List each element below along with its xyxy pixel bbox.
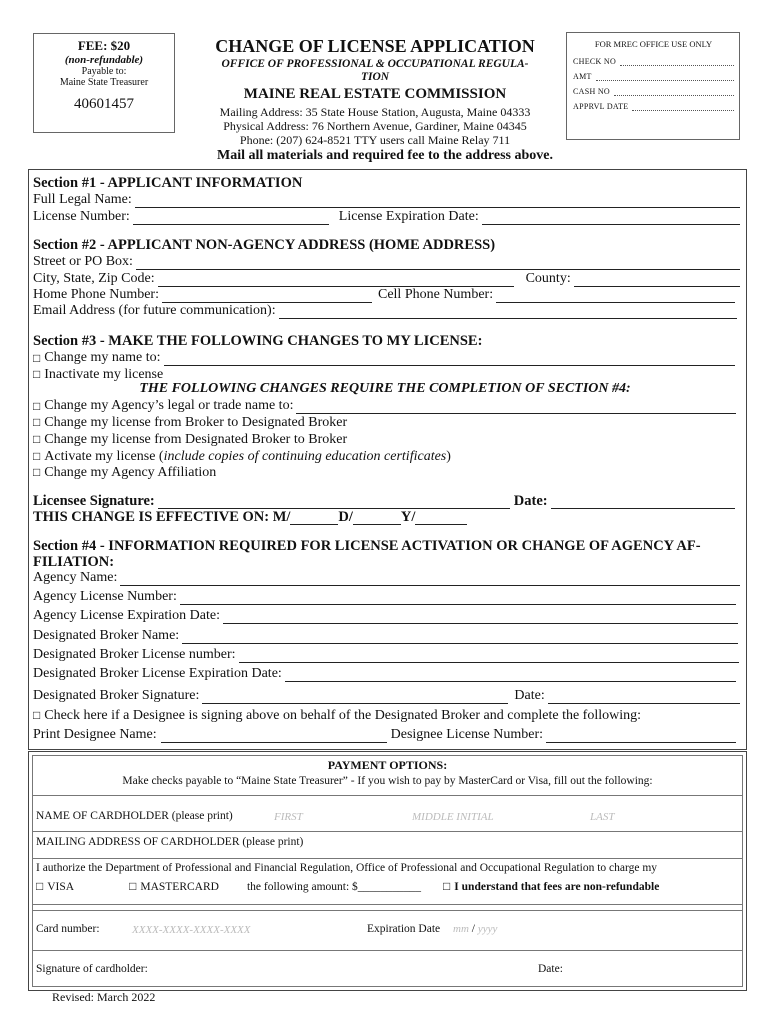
change-affiliation-label: Change my Agency Affiliation [44,465,217,480]
designee-row [33,727,736,743]
section4-heading-line2: FILIATION: [33,554,115,570]
change-agency-name-row [33,398,736,414]
non-refundable: (non-refundable) [64,54,144,66]
license-expiration-field[interactable] [482,212,740,225]
fee-code: 40601457 [74,96,134,112]
office-check-no[interactable] [573,57,734,66]
db-license-number-label: Designated Broker License number: [33,647,236,662]
agency-license-exp-field[interactable] [33,608,738,624]
revised-date: Revised: March 2022 [52,990,156,1004]
cell-phone-label: Cell Phone Number: [377,287,494,302]
payment-inner [32,755,743,987]
payment-title: PAYMENT OPTIONS: [327,758,448,772]
cardholder-name-label: NAME OF CARDHOLDER (please print) [36,810,233,822]
office-name-line1: OFFICE OF PROFESSIONAL & OCCUPATIONAL REGULA- [221,58,529,70]
db-signature-label: Designated Broker Signature: [33,688,200,703]
cardholder-name-row[interactable] [33,795,742,831]
effective-year-label: Y/ [400,509,416,525]
nonrefundable-checkbox[interactable]: □ [443,879,451,893]
change-agency-name-label: Change my Agency’s legal or trade name to: [44,398,294,413]
office-apprvl-date[interactable] [573,102,734,111]
mastercard-checkbox[interactable]: □ [129,879,137,893]
licensee-signature-field[interactable] [158,496,510,509]
cardholder-signature-label: Signature of cardholder: [36,963,148,975]
print-designee-field[interactable] [161,730,387,743]
activate-row [33,448,451,465]
db-to-broker-label: Change my license from Designated Broker to Broker [44,432,348,447]
db-date-label: Date: [514,688,545,703]
activate-label-close: ) [446,449,451,464]
authorization-row [33,858,742,904]
section4-required-note: THE FOLLOWING CHANGES REQUIRE THE COMPLETION OF SECTION #4: [139,381,631,396]
card-number-hint: XXXX-XXXX-XXXX-XXXX [132,924,251,936]
designee-check-row [33,707,641,724]
agency-name-field[interactable] [33,570,740,586]
city-label: City, State, Zip Code: [33,271,155,286]
amount-field[interactable]: ___________ [357,881,422,893]
broker-to-db-label: Change my license from Broker to Designated Broker [44,415,348,430]
office-use-title: FOR MREC OFFICE USE ONLY [594,39,713,49]
license-number-row [33,209,740,225]
print-designee-label: Print Designee Name: [33,727,157,742]
change-name-label: Change my name to: [44,350,161,365]
office-amt[interactable] [573,72,734,81]
effective-date-row [33,509,467,525]
nonrefundable-label: I understand that fees are non-refundable [454,881,660,893]
change-affiliation-checkbox[interactable]: □ [33,465,41,479]
effective-label: THIS CHANGE IS EFFECTIVE ON: M/ [33,509,291,525]
physical-address: Physical Address: 76 Northern Avenue, Gardiner, Maine 04345 [223,119,527,133]
office-name-line2: TION [360,71,390,83]
activate-checkbox[interactable]: □ [33,449,41,463]
full-legal-name-field[interactable] [33,192,740,208]
amount-label: the following amount: $ [246,881,358,893]
db-to-broker-checkbox[interactable]: □ [33,432,41,446]
fee-amount: FEE: $20 [77,38,131,53]
change-name-checkbox[interactable]: □ [33,351,41,365]
mastercard-label: MASTERCARD [140,881,219,893]
office-amt-label: AMT [573,72,592,81]
card-number-label: Card number: [36,923,100,935]
agency-license-exp-label: Agency License Expiration Date: [33,608,220,623]
county-label: County: [525,271,571,286]
first-name-hint: FIRST [274,811,303,823]
effective-day-label: D/ [338,509,353,525]
office-apprvl-date-label: APPRVL DATE [573,102,629,111]
db-signature-field[interactable] [202,691,508,704]
section4-heading [33,538,701,570]
inactivate-checkbox[interactable]: □ [33,367,41,381]
effective-day-field[interactable] [353,512,401,525]
mail-note: Mail all materials and required fee to the address above. [217,148,553,163]
activate-note: include copies of continuing education certificates [163,449,447,464]
change-name-field[interactable] [164,353,735,366]
change-affiliation-row [33,464,216,481]
effective-month-field[interactable] [290,512,338,525]
fee-box [33,33,175,133]
office-cash-no[interactable] [573,87,734,96]
designee-license-label: Designee License Number: [390,727,544,742]
header-block [180,36,570,147]
db-to-broker-row [33,431,347,448]
license-number-label: License Number: [33,209,130,224]
db-license-number-field[interactable] [33,647,739,663]
broker-to-db-checkbox[interactable]: □ [33,415,41,429]
db-license-exp-field[interactable] [33,666,736,682]
section3-heading: Section #3 - MAKE THE FOLLOWING CHANGES TO MY LICENSE: [33,333,483,349]
agency-license-number-label: Agency License Number: [33,589,177,604]
db-signature-row [33,688,740,704]
card-number-row[interactable] [33,910,742,950]
cardholder-date-label: Date: [538,963,563,975]
office-use-box [566,32,740,140]
licensee-signature-label: Licensee Signature: [33,493,155,509]
section4-heading-line1: Section #4 - INFORMATION REQUIRED FOR LICENSE ACTIVATION OR CHANGE OF AGENCY AF- [33,538,701,554]
city-field[interactable] [158,274,514,287]
payee: Maine State Treasurer [59,77,149,88]
effective-year-field[interactable] [415,512,467,525]
home-phone-field[interactable] [162,290,372,303]
cardholder-signature-row[interactable] [33,950,742,987]
mailing-address: Mailing Address: 35 State House Station, Augusta, Maine 04333 [219,105,531,119]
payment-box [28,751,747,991]
change-agency-name-checkbox[interactable]: □ [33,399,41,413]
street-label: Street or PO Box: [33,254,133,269]
db-name-label: Designated Broker Name: [33,628,180,643]
activate-label: Activate my license ( [44,449,164,464]
db-license-exp-label: Designated Broker License Expiration Date: [33,666,282,681]
cardholder-address-label: MAILING ADDRESS OF CARDHOLDER (please print) [36,836,304,848]
email-field[interactable] [33,303,737,319]
last-name-hint: LAST [590,811,615,823]
section1-heading: Section #1 - APPLICANT INFORMATION [33,175,303,191]
agency-name-label: Agency Name: [33,570,118,585]
agency-license-number-field[interactable] [33,589,736,605]
street-field[interactable] [33,254,740,270]
licensee-date-field[interactable] [551,496,735,509]
broker-to-db-row [33,414,347,431]
visa-checkbox[interactable]: □ [36,879,44,893]
home-phone-label: Home Phone Number: [33,287,159,302]
designee-check-label: Check here if a Designee is signing above on behalf of the Designated Broker and complete the following: [44,708,642,723]
visa-label: VISA [47,881,75,893]
phone-row [33,287,735,303]
designee-license-field[interactable] [546,730,736,743]
full-legal-name-label: Full Legal Name: [33,192,132,207]
office-check-no-label: CHECK NO [573,57,617,66]
middle-initial-hint: MIDDLE INITIAL [412,811,494,823]
license-number-field[interactable] [133,212,329,225]
expiration-label: Expiration Date [367,923,441,935]
exp-slash: / [471,923,475,935]
city-row [33,271,740,287]
db-date-field[interactable] [548,691,740,704]
licensee-signature-row [33,493,735,509]
change-agency-name-field[interactable] [296,401,736,414]
payment-instructions: Make checks payable to “Maine State Treasurer” - If you wish to pay by MasterCard or Visa, fill out the following: [122,775,653,787]
office-name [180,58,570,84]
expiration-group[interactable] [367,923,497,935]
email-label: Email Address (for future communication): [33,303,276,318]
license-expiration-label: License Expiration Date: [338,209,479,224]
commission-name: MAINE REAL ESTATE COMMISSION [243,86,507,102]
cell-phone-field[interactable] [496,290,735,303]
db-name-field[interactable] [33,628,738,644]
phone-line: Phone: (207) 624-8521 TTY users call Maine Relay 711 [239,133,511,147]
change-name-row [33,350,735,366]
office-cash-no-label: CASH NO [573,87,610,96]
inactivate-label: Inactivate my license [44,367,164,382]
authorization-text: I authorize the Department of Professional and Financial Regulation, Office of Professional and Occupational Regulation to charge my [36,862,658,874]
exp-year-hint: yyyy [477,923,498,935]
cardholder-address-row[interactable] [33,831,742,858]
page-title: CHANGE OF LICENSE APPLICATION [215,36,535,56]
payable-to: Payable to: [81,66,127,77]
exp-month-hint: mm [453,923,469,935]
licensee-date-label: Date: [513,493,548,509]
county-field[interactable] [574,274,740,287]
designee-checkbox[interactable]: □ [33,708,41,722]
section2-heading: Section #2 - APPLICANT NON-AGENCY ADDRESS (HOME ADDRESS) [33,237,496,253]
